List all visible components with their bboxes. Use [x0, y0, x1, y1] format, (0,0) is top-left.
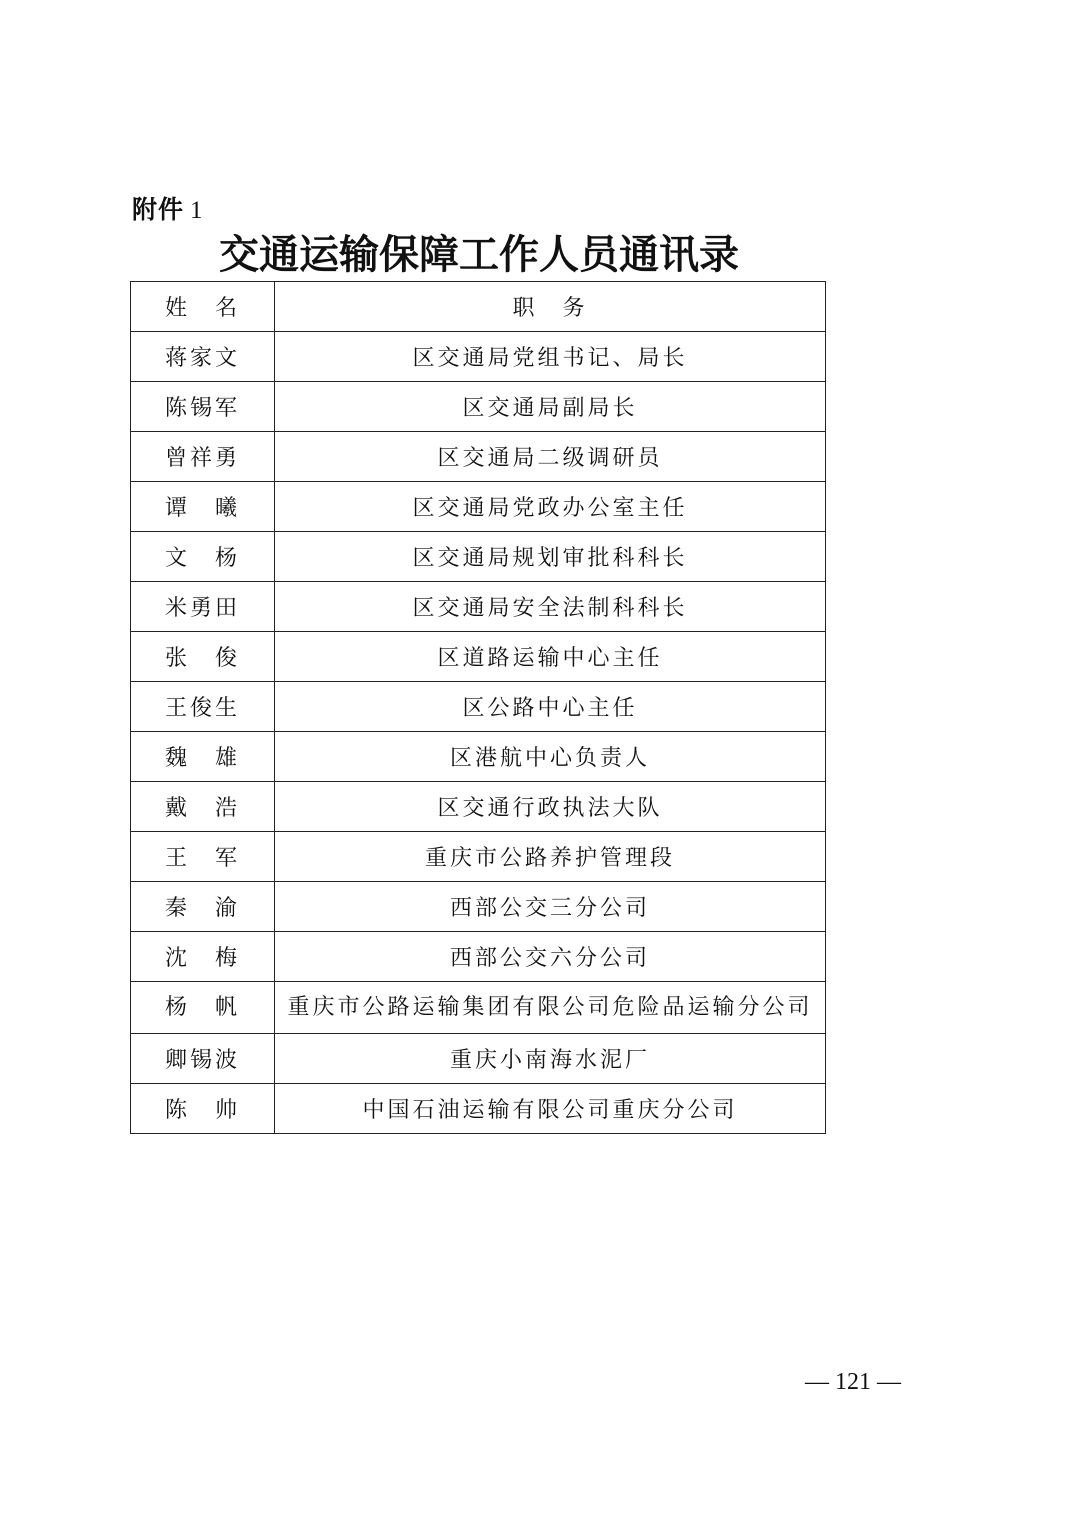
row-name: 蒋家文 [131, 332, 275, 382]
table-row [131, 1034, 826, 1084]
table-row [131, 882, 826, 932]
table-row [131, 432, 826, 482]
table-row [131, 332, 826, 382]
row-name: 文 杨 [131, 532, 275, 582]
row-position: 重庆小南海水泥厂 [275, 1034, 826, 1084]
table-row [131, 1084, 826, 1134]
row-name: 陈 帅 [131, 1084, 275, 1134]
row-position: 重庆市公路养护管理段 [275, 832, 826, 882]
row-name: 陈锡军 [131, 382, 275, 432]
row-position: 区公路中心主任 [275, 682, 826, 732]
row-position: 重庆市公路运输集团有限公司危险品运输分公司 [275, 982, 826, 1034]
row-position: 区交通局规划审批科科长 [275, 532, 826, 582]
row-name: 王俊生 [131, 682, 275, 732]
table-row [131, 482, 826, 532]
row-position: 区交通局安全法制科科长 [275, 582, 826, 632]
table-row [131, 732, 826, 782]
row-position: 区道路运输中心主任 [275, 632, 826, 682]
row-position: 西部公交六分公司 [275, 932, 826, 982]
row-position: 中国石油运输有限公司重庆分公司 [275, 1084, 826, 1134]
row-name: 谭 曦 [131, 482, 275, 532]
row-name: 张 俊 [131, 632, 275, 682]
row-position: 区交通局党组书记、局长 [275, 332, 826, 382]
table-header-row [131, 282, 826, 332]
row-position: 区交通局二级调研员 [275, 432, 826, 482]
row-name: 曾祥勇 [131, 432, 275, 482]
attachment-label-text: 附件 [132, 195, 185, 224]
row-name: 卿锡波 [131, 1034, 275, 1084]
row-name: 秦 渝 [131, 882, 275, 932]
row-position: 区交通局副局长 [275, 382, 826, 432]
row-name: 魏 雄 [131, 732, 275, 782]
row-position: 区交通行政执法大队 [275, 782, 826, 832]
row-position: 西部公交三分公司 [275, 882, 826, 932]
contact-table [130, 281, 826, 1134]
row-name: 戴 浩 [131, 782, 275, 832]
page-number: — 121 — [805, 1369, 901, 1395]
row-position: 区交通局党政办公室主任 [275, 482, 826, 532]
table-row [131, 782, 826, 832]
row-position: 区港航中心负责人 [275, 732, 826, 782]
table-row [131, 532, 826, 582]
table-row [131, 682, 826, 732]
attachment-number: 1 [190, 197, 204, 224]
row-name: 沈 梅 [131, 932, 275, 982]
row-name: 米勇田 [131, 582, 275, 632]
row-name: 杨 帆 [131, 982, 275, 1034]
attachment-label [132, 194, 204, 227]
document-title: 交通运输保障工作人员通讯录 [219, 231, 739, 278]
table-row [131, 582, 826, 632]
table-row [131, 932, 826, 982]
row-name: 王 军 [131, 832, 275, 882]
table-row [131, 382, 826, 432]
header-position: 职 务 [275, 282, 826, 332]
header-name: 姓 名 [131, 282, 275, 332]
table-row [131, 982, 826, 1034]
table-row [131, 632, 826, 682]
table-row [131, 832, 826, 882]
